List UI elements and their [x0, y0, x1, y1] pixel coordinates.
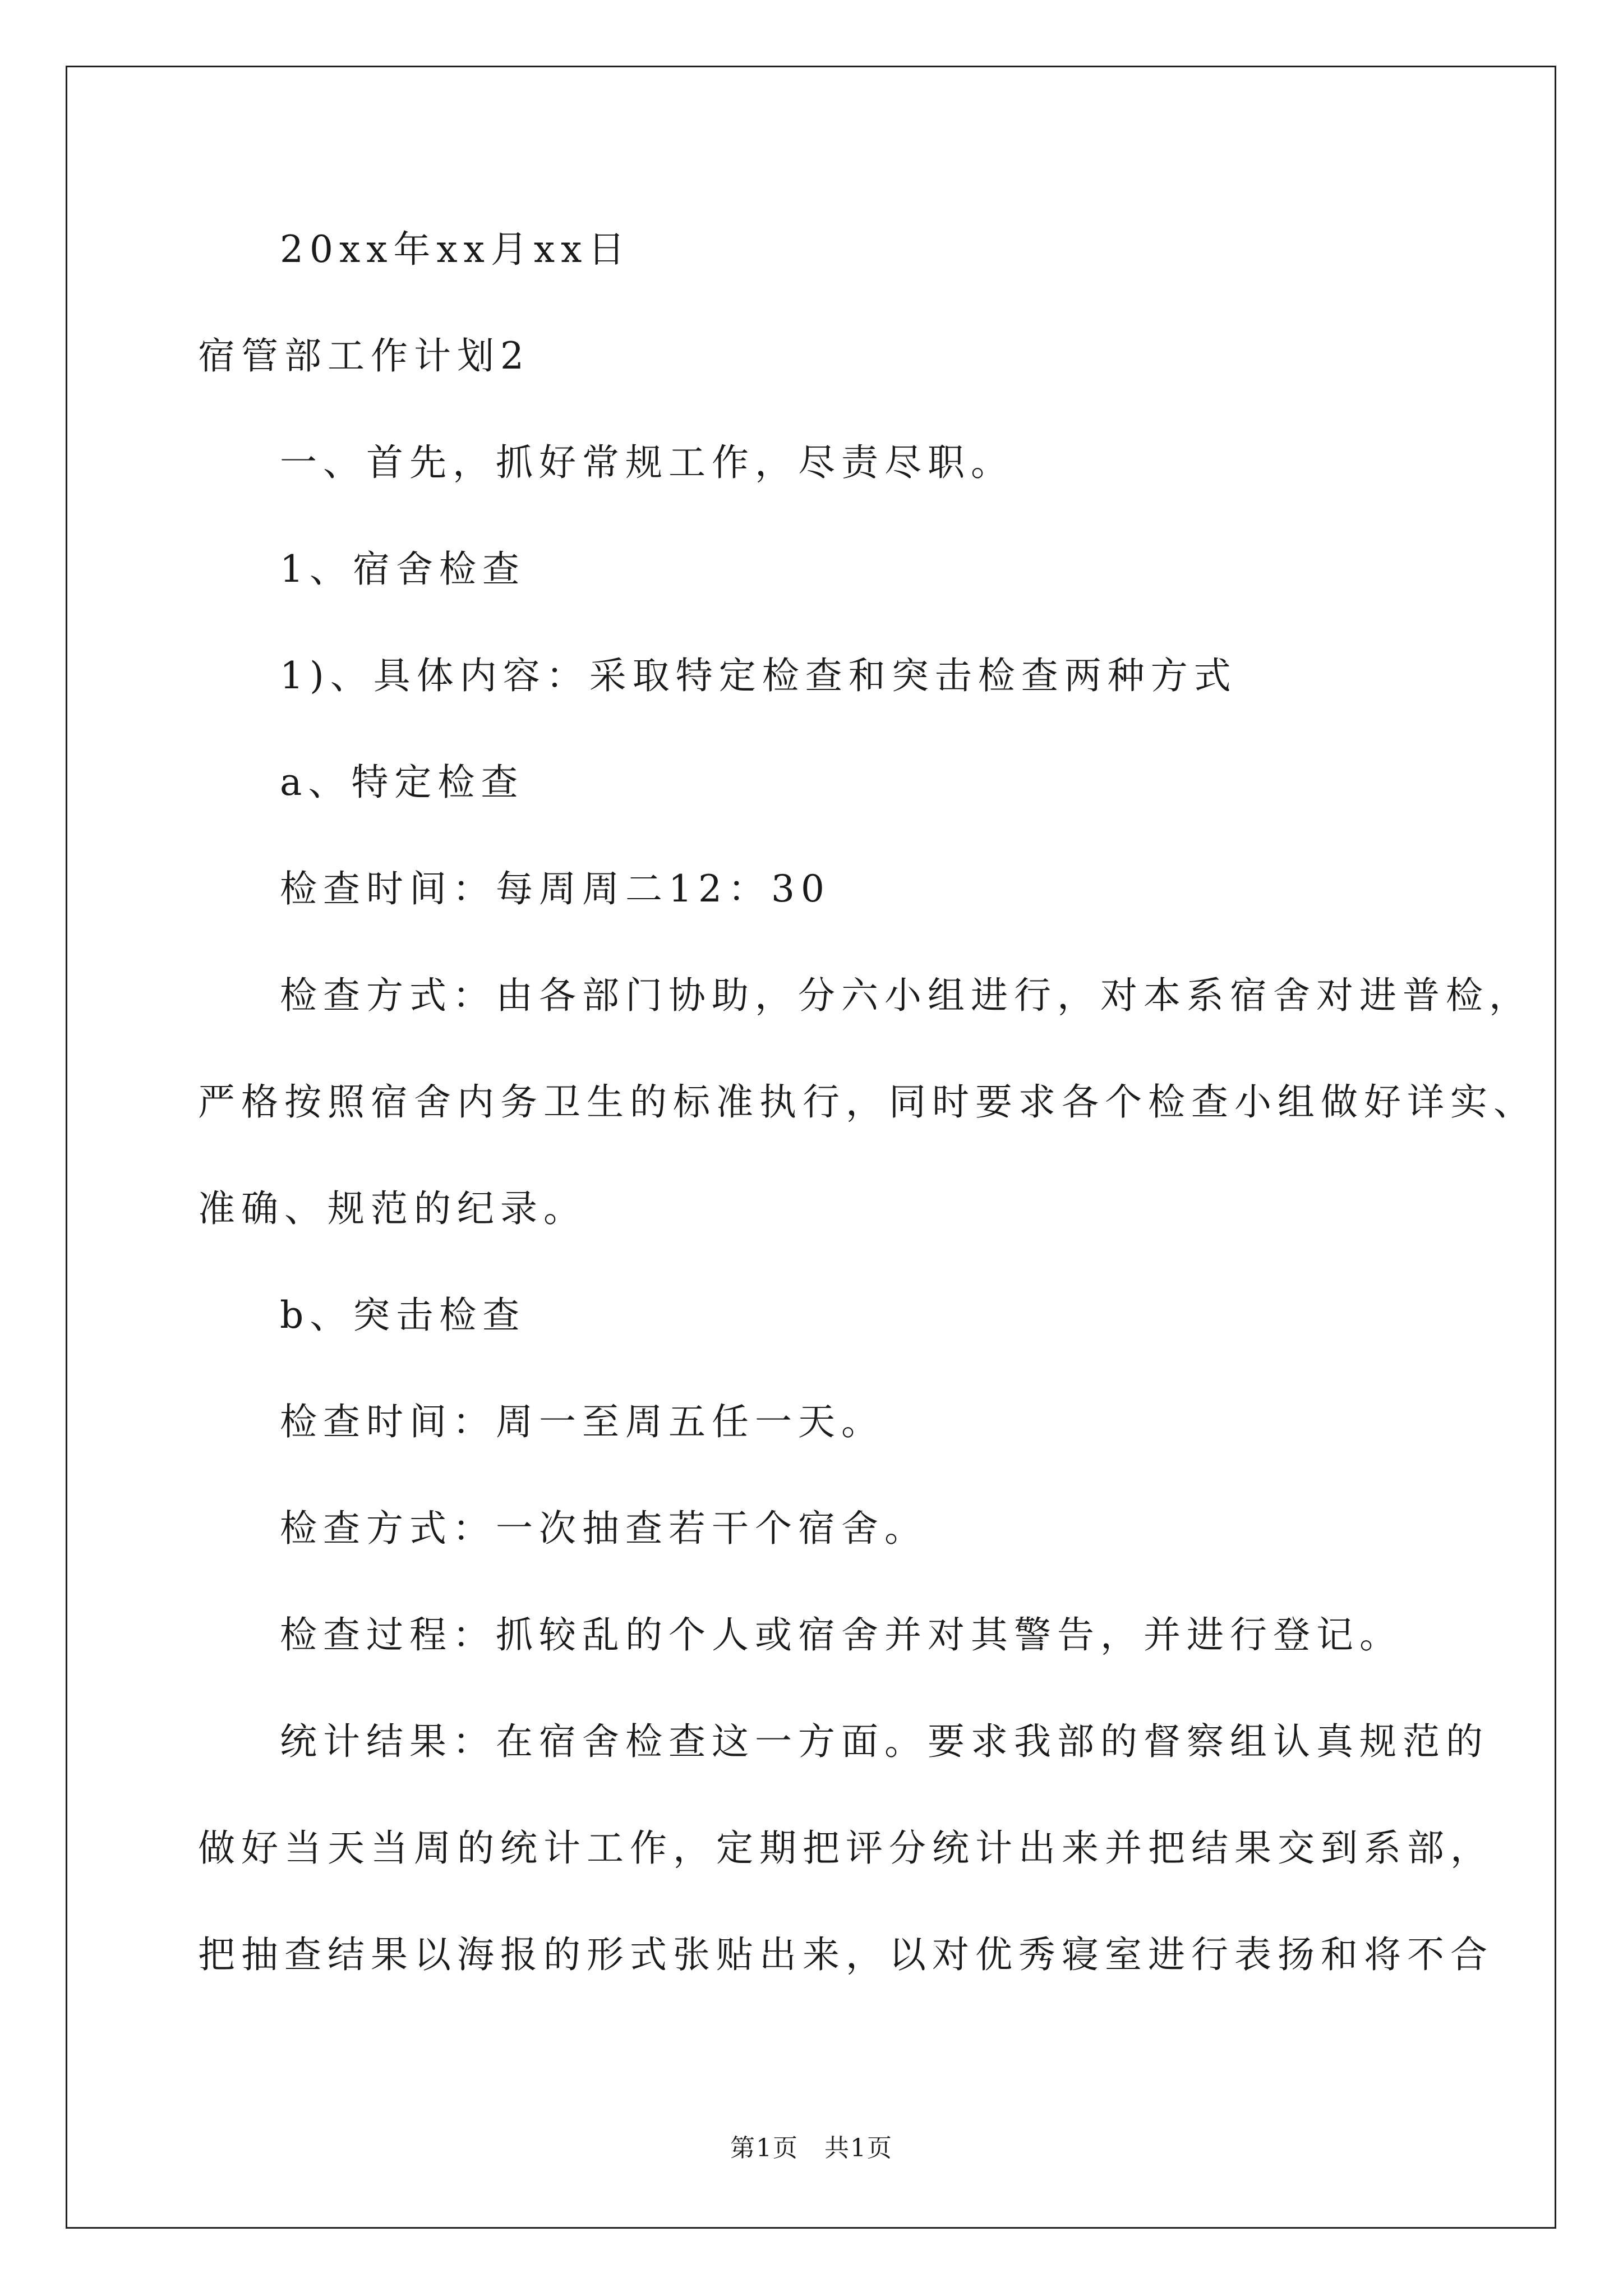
- paragraph-line: 统计结果：在宿舍检查这一方面。要求我部的督察组认真规范的: [280, 1720, 1489, 1763]
- paragraph-line: 一、首先，抓好常规工作，尽责尽职。: [280, 441, 1014, 484]
- paragraph-line: 做好当天当周的统计工作，定期把评分统计出来并把结果交到系部，: [198, 1826, 1493, 1870]
- paragraph-line: 1、宿舍检查: [280, 547, 525, 591]
- page-border: [66, 66, 1556, 2229]
- date-line: 20xx年xx月xx日: [280, 228, 631, 271]
- paragraph-line: 严格按照宿舍内务卫生的标准执行，同时要求各个检查小组做好详实、: [198, 1080, 1537, 1124]
- paragraph-line: b、突击检查: [280, 1294, 526, 1337]
- paragraph-line: 检查方式：一次抽查若干个宿舍。: [280, 1507, 928, 1550]
- page-footer: [0, 2133, 1623, 2164]
- page-number: 第1页: [730, 2134, 799, 2162]
- paragraph-line: 把抽查结果以海报的形式张贴出来，以对优秀寝室进行表扬和将不合: [198, 1933, 1493, 1976]
- paragraph-line: 检查方式：由各部门协助，分六小组进行，对本系宿舍对进普检，: [280, 974, 1532, 1017]
- paragraph-line: 检查过程：抓较乱的个人或宿舍并对其警告，并进行登记。: [280, 1613, 1403, 1657]
- section-title: 宿管部工作计划2: [198, 334, 530, 378]
- page-total: 共1页: [824, 2134, 893, 2162]
- paragraph-line: 检查时间：每周周二12：30: [280, 867, 831, 910]
- paragraph-line: 检查时间：周一至周五任一天。: [280, 1400, 884, 1443]
- paragraph-line: a、特定检查: [280, 761, 524, 804]
- paragraph-line: 准确、规范的纪录。: [198, 1187, 587, 1230]
- paragraph-line: 1)、具体内容：采取特定检查和突击检查两种方式: [280, 654, 1237, 697]
